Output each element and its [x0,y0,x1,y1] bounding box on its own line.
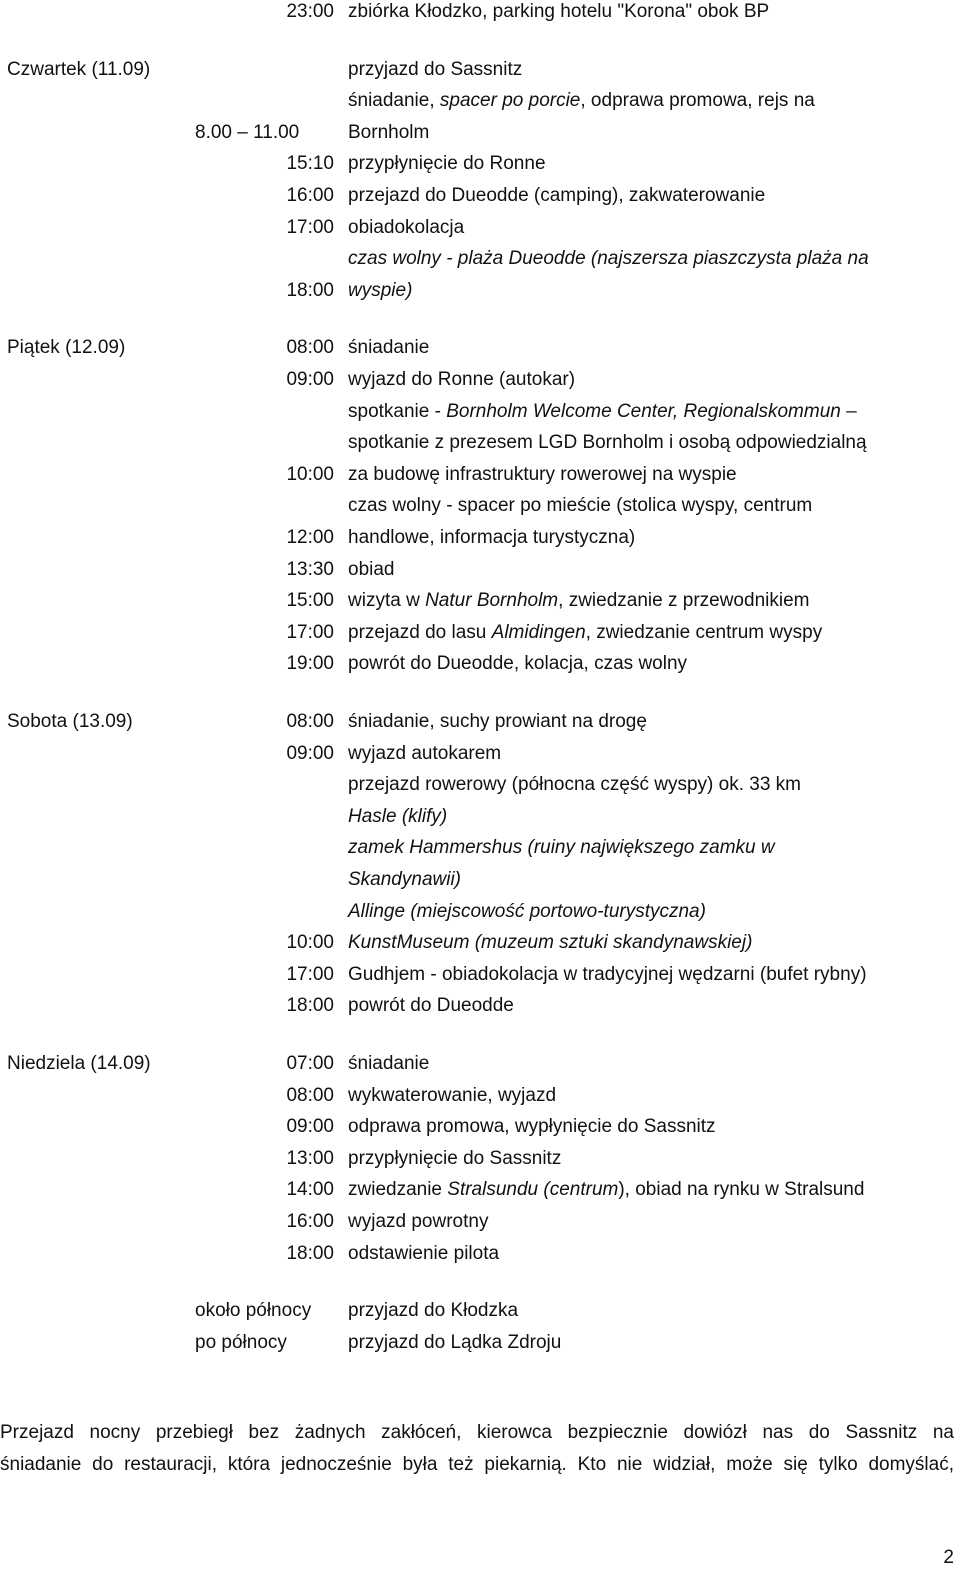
activity-text: wyjazd autokarem [348,742,502,764]
activity-line [348,494,812,518]
activity-text: przejazd do lasu [348,621,492,643]
activity-line [348,336,429,360]
activity-text: powrót do Dueodde [348,995,514,1017]
italic-text: Allinge (miejscowość portowo-turystyczna) [348,900,706,922]
activity-text: Bornholm [348,121,430,143]
activity-line [348,773,801,797]
time-label: 17:00 [286,621,334,643]
italic-text: Hasle (klify) [348,805,448,827]
activity-line [348,931,752,955]
activity-line [348,1178,864,1202]
time-label: 8.00 – 11.00 [195,121,300,143]
activity-line [348,805,447,829]
time-label: 15:10 [286,153,334,175]
activity-text: wyjazd powrotny [348,1211,489,1232]
activity-line [348,994,514,1018]
activity-text: obiad [348,558,395,580]
activity-text: śniadanie [348,1053,430,1074]
time-label: 16:00 [286,185,334,206]
activity-text: odprawa promowa, wypłynięcie do Sassnitz [348,1116,716,1138]
activity-text: przyjazd do Sassnitz [348,58,523,80]
activity-text: , zwiedzanie z przewodnikiem [558,590,810,612]
activity-text: przejazd do Dueodde (camping), zakwaterowanie [348,185,766,206]
time-label: 08:00 [286,337,334,359]
activity-text: spotkanie z prezesem LGD Bornholm i osobą odpowiedzialną [348,432,867,454]
activity-line [348,526,635,550]
time-label: 10:00 [286,932,334,954]
time-label: 18:00 [286,1242,334,1264]
activity-text: przypłynięcie do Ronne [348,153,546,175]
italic-text: Almidingen [491,621,586,643]
activity-line [348,368,575,392]
italic-text: zamek Hammershus (ruiny największego zamku w [348,837,775,859]
activity-text: przypłynięcie do Sassnitz [348,1147,562,1169]
paragraph-line: Przejazd nocny przebiegł bez żadnych zakłóceń, kierowca bezpiecznie dowiózł nas do Sassnitz na [0,1422,954,1443]
activity-line [348,121,429,145]
activity-text: za budowę infrastruktury rowerowej na wyspie [348,463,737,485]
time-label: 15:00 [286,590,334,612]
activity-text: śniadanie [348,337,430,359]
activity-text: , odprawa promowa, rejs na [580,90,815,112]
activity-line [348,836,775,860]
activity-line [348,558,395,582]
time-label: 12:00 [286,527,334,548]
activity-line [348,216,464,240]
activity-text: wyjazd do Ronne (autokar) [348,369,576,390]
activity-line [348,1210,488,1234]
italic-text: Stralsundu (centrum [447,1179,619,1201]
activity-line [348,431,867,455]
activity-text: wizyta w [348,590,426,612]
activity-line [348,400,857,424]
activity-line [348,1299,518,1323]
activity-text: czas wolny - spacer po mieście (stolica wyspy, centrum [348,495,813,517]
day-label: Czwartek (11.09) [7,58,151,80]
time-label: 14:00 [286,1179,334,1201]
time-label: po północy [195,1331,287,1353]
time-label: 07:00 [286,1053,334,1074]
time-label: 16:00 [286,1211,334,1232]
activity-text: przejazd rowerowy (północna część wyspy) ok. 33 km [348,774,802,796]
activity-text: obiadokolacja [348,216,465,238]
time-label: 17:00 [286,963,334,985]
day-label: Sobota (13.09) [7,711,133,732]
activity-line [348,1331,561,1355]
day-label: Niedziela (14.09) [7,1053,151,1074]
activity-line [348,1115,716,1139]
italic-text: KunstMuseum (muzeum sztuki skandynawskiej) [348,932,753,954]
activity-line [348,589,809,613]
time-label: 18:00 [286,995,334,1017]
activity-text: śniadanie, suchy prowiant na drogę [348,711,647,732]
italic-text: Bornholm Welcome Center, Regionalskommun – [446,400,857,422]
time-label: 13:30 [286,558,334,580]
paragraph-line: śniadanie do restauracji, która jednocześnie była też piekarnią. Kto nie widział, może się tylko domyślać, [0,1454,954,1475]
italic-text: Natur Bornholm [425,590,559,612]
activity-line [348,184,765,208]
time-label: 17:00 [286,216,334,238]
activity-line [348,58,522,82]
time-label: 08:00 [286,711,334,732]
page-number: 2 [943,1547,954,1568]
activity-text: zbiórka Kłodzko, parking hotelu "Korona" obok BP [348,1,770,22]
activity-text: przyjazd do Kłodzka [348,1300,519,1322]
activity-line [348,1242,499,1266]
activity-text: Gudhjem - obiadokolacja w tradycyjnej wędzarni (bufet rybny) [348,963,867,985]
activity-line [348,963,867,987]
activity-line [348,0,769,24]
time-label: około północy [195,1300,312,1322]
time-label: 09:00 [286,742,334,764]
activity-line [348,652,687,676]
italic-text: spacer po porcie [439,90,581,112]
activity-line [348,868,461,892]
activity-text: ), obiad na rynku w Stralsund [618,1179,865,1201]
activity-line [348,247,869,271]
activity-text: handlowe, informacja turystyczna) [348,527,636,548]
activity-line [348,1084,556,1108]
activity-text: zwiedzanie [348,1179,448,1201]
activity-text: śniadanie, [348,90,440,112]
time-label: 08:00 [286,1084,334,1106]
activity-line [348,89,815,113]
activity-line [348,1147,561,1171]
italic-text: czas wolny - plaża Dueodde (najszersza piaszczysta plaża na [348,248,869,270]
activity-line [348,279,412,303]
activity-text: spotkanie - [348,400,447,422]
activity-line [348,900,706,924]
activity-text: przyjazd do Lądka Zdroju [348,1331,562,1353]
time-label: 09:00 [286,1116,334,1138]
activity-text: odstawienie pilota [348,1242,500,1264]
activity-text: , zwiedzanie centrum wyspy [585,621,823,643]
time-label: 18:00 [286,279,334,301]
activity-line [348,152,546,176]
italic-text: Skandynawii) [348,869,461,890]
activity-text: wykwaterowanie, wyjazd [348,1084,557,1106]
time-label: 09:00 [286,369,334,390]
activity-line [348,1052,429,1076]
day-label: Piątek (12.09) [7,337,126,359]
activity-line [348,463,737,487]
time-label: 23:00 [286,1,334,22]
activity-line [348,742,501,766]
time-label: 10:00 [286,463,334,485]
italic-text: wyspie) [348,279,413,301]
activity-line [348,710,647,734]
activity-line [348,621,822,645]
activity-text: powrót do Dueodde, kolacja, czas wolny [348,653,688,675]
time-label: 19:00 [286,653,334,675]
time-label: 13:00 [286,1147,334,1169]
